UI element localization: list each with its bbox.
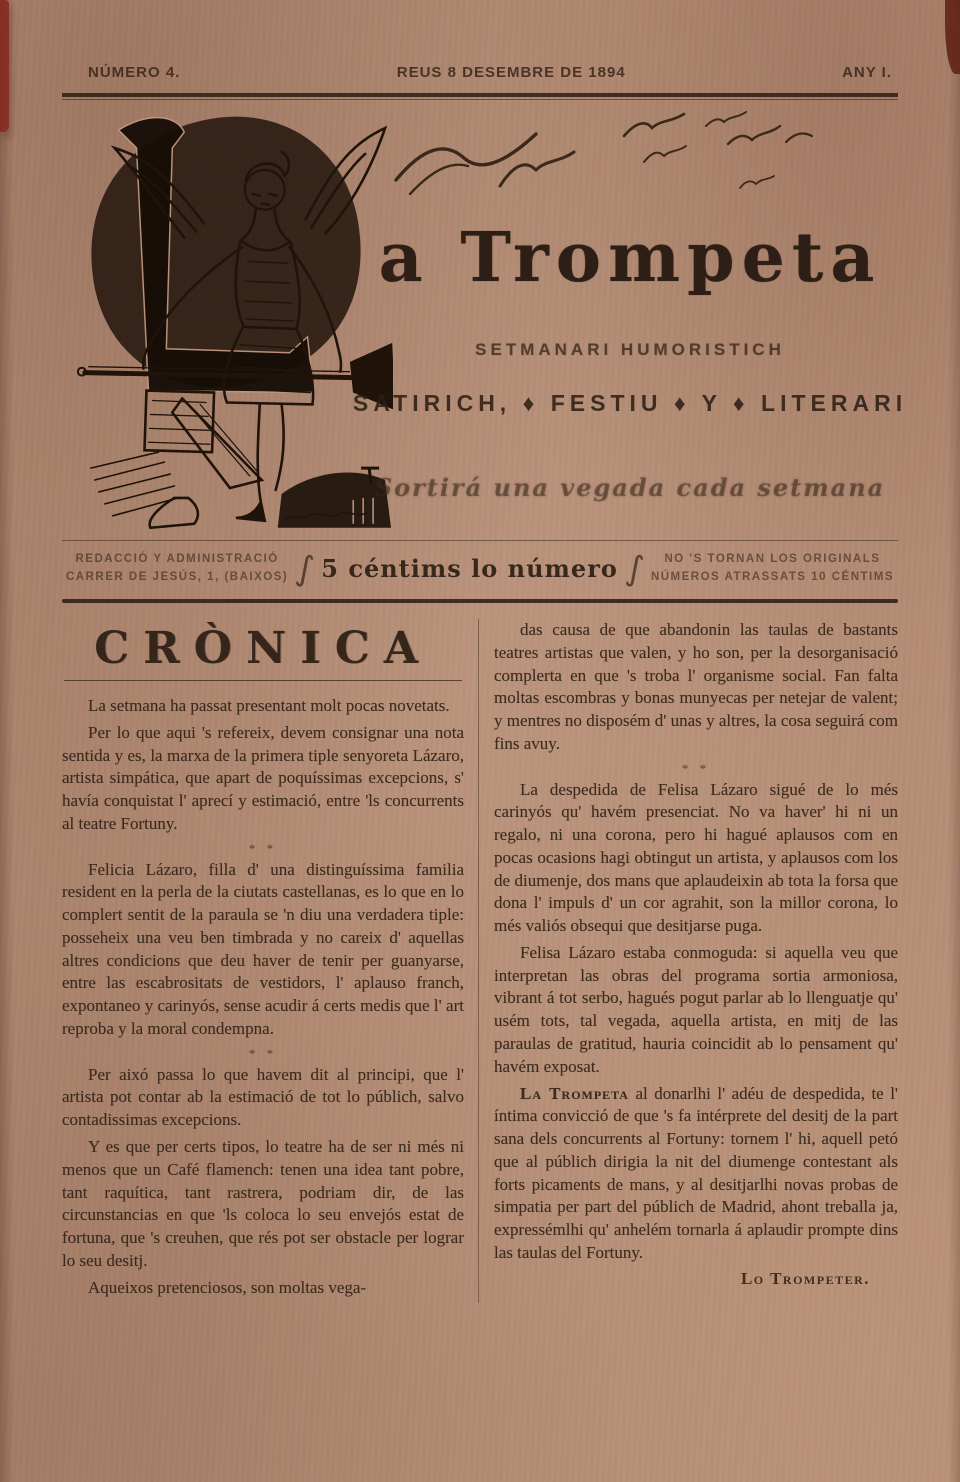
redaction-address	[66, 551, 288, 587]
swallows-illustration	[388, 108, 818, 223]
article-columns	[62, 619, 898, 1303]
info-bar	[62, 540, 898, 599]
price-cell	[321, 550, 618, 587]
article-paragraph: das causa de que abandonin las taulas de bastants teatres artistas que valen, y ho son, per la desorganisació complerta en que 's troba l' organisme social. Fan falta moltas escombras y bonas munyecas per netejar de valent; y mentres no disposém d' unas y altres, la cosa seguirá com fins avuy.	[494, 620, 898, 753]
section-separator: * *	[681, 760, 711, 776]
originals-notice: NO 'S TORNAN LOS ORIGINALS	[664, 553, 881, 566]
year-line: ANY I.	[842, 64, 892, 81]
masthead	[0, 100, 960, 540]
issue-number: NÚMERO 4.	[88, 64, 181, 81]
notices-cell	[651, 551, 894, 587]
article-paragraph: Y es que per certs tipos, lo teatre ha de ser ni més ni menos que un Café flamench: tenen una idea tant pobre, tant raquítica, tant rastrera, podriam dir, de las circunstancias en que 'ls coloca lo seu envejós estat de fortuna, que 's creuhen, que rés pot ser obstacle per lograr lo seu desitj.	[62, 1137, 464, 1270]
right-column	[494, 619, 898, 1303]
article-paragraph-closing	[494, 1083, 898, 1265]
author-signature: Lo Trompeter.	[740, 1268, 870, 1288]
redaction-street: CARRER DE JESÚS, 1, (BAIXOS)	[66, 571, 289, 583]
article-paragraph: Aqueixos pretenciosos, son moltas vega-	[88, 1277, 367, 1297]
publication-name-smallcaps: La Trompeta	[520, 1083, 629, 1103]
bracket-ornament-icon: ∫	[293, 547, 317, 591]
article-paragraph: Per lo que aqui 's refereix, devem consignar una nota sentida y es, la marxa de la primera tiple senyoreta Lázaro, artista simpática, que apart de poquíssimas excepcions, s' havía conquistat l' aprecí y estimació, entre 'ls concurrents al teatre Fortuny.	[62, 722, 464, 833]
price-text: 5 céntims lo número	[321, 554, 618, 584]
article-paragraph: La despedida de Felisa Lázaro sigué de lo més carinyós qu' havém presenciat. No va haver' hi ni un regalo, ni una corona, pero hi hagué aplausos com en pocas ocasions hagi obtingut un artista, y aplausos com los de diumenje, dos mans que aplaudeixin ab tota la forsa que dona l' impuls d' un cor agrahit, son la millor corona, lo més valiós obsequi que desitjarse puga.	[494, 779, 898, 936]
article-paragraph: Felisa Lázaro estaba conmoguda: si aquella veu que interpretan las obras del programa sortia armoniosa, vibrant á tot serbo, hagués pogut parlar ab lo llenguatje qu' usém tots, tal vegada, aquella artista, en mitj de las paraulas de gratitud, hauria coincidit ab lo pensament qu' havém exposat.	[494, 942, 898, 1076]
header-rule-thick	[62, 93, 898, 97]
tagline: Sortirá una vegada cada setmana	[374, 473, 886, 502]
back-issues-notice: NÚMEROS ATRASSATS 10 CÉNTIMS	[650, 571, 894, 583]
article-paragraph: Felicia Lázaro, filla d' una distinguíssima familia resident en la perla de la ciutats castellanas, es lo que en lo complert sentit de la paraula se 'n diu una verdadera tiple: posseheix una veu ben timbrada y no careix d' aquellas altres condicions que deu haver de tenir per guanyarse, entre las escabrositats de vestidors, l' aplauso franch, expontaneo y carinyós, sense acudir á certs medis que l' art reproba y la moral condempna.	[62, 859, 464, 1038]
section-separator: * *	[248, 840, 278, 856]
left-column	[62, 619, 479, 1303]
section-separator: * *	[248, 1045, 278, 1061]
bracket-ornament-icon: ∫	[622, 547, 646, 591]
subtitle-weekly: SETMANARI HUMORISTICH	[475, 340, 785, 359]
article-paragraph: La setmana ha passat presentant molt pocas novetats.	[88, 696, 450, 715]
heading-rule	[64, 680, 462, 681]
closing-text: al donarlhi l' adéu de despedida, te l' íntima convicció de que 's fa intérprete del desitj de la part sana dels concurrents al Fortuny: tornem l' hi, aquell petó que al públich dirigia la nit del diumenge contestant als forts picaments de mans, y al desitjarlhi novas probas de simpatia per part del públich de Madrid, ahont treballa ja, expressémlhi qu' anhelém tornarla á aplaudir prompte dins las taulas del Fortuny.	[494, 1083, 898, 1262]
title-block	[340, 218, 920, 502]
article-paragraph: Per aixó passa lo que havem dit al principi, que l' artista pot contar ab la estimació de tot lo públich, salvo contadissimas excepcions.	[62, 1064, 464, 1130]
redaction-label: REDACCIÓ Y ADMINISTRACIÓ	[75, 553, 279, 566]
date-line: REUS 8 DESEMBRE DE 1894	[396, 64, 626, 81]
article-heading: CRÒNICA	[94, 623, 432, 674]
subtitle-genres: SATIRICH, ♦ FESTIU ♦ Y ♦ LITERARI	[352, 390, 908, 416]
publication-title: a Trompeta	[378, 218, 882, 298]
masthead-dateline	[0, 0, 960, 93]
infobar-rule	[62, 599, 898, 603]
